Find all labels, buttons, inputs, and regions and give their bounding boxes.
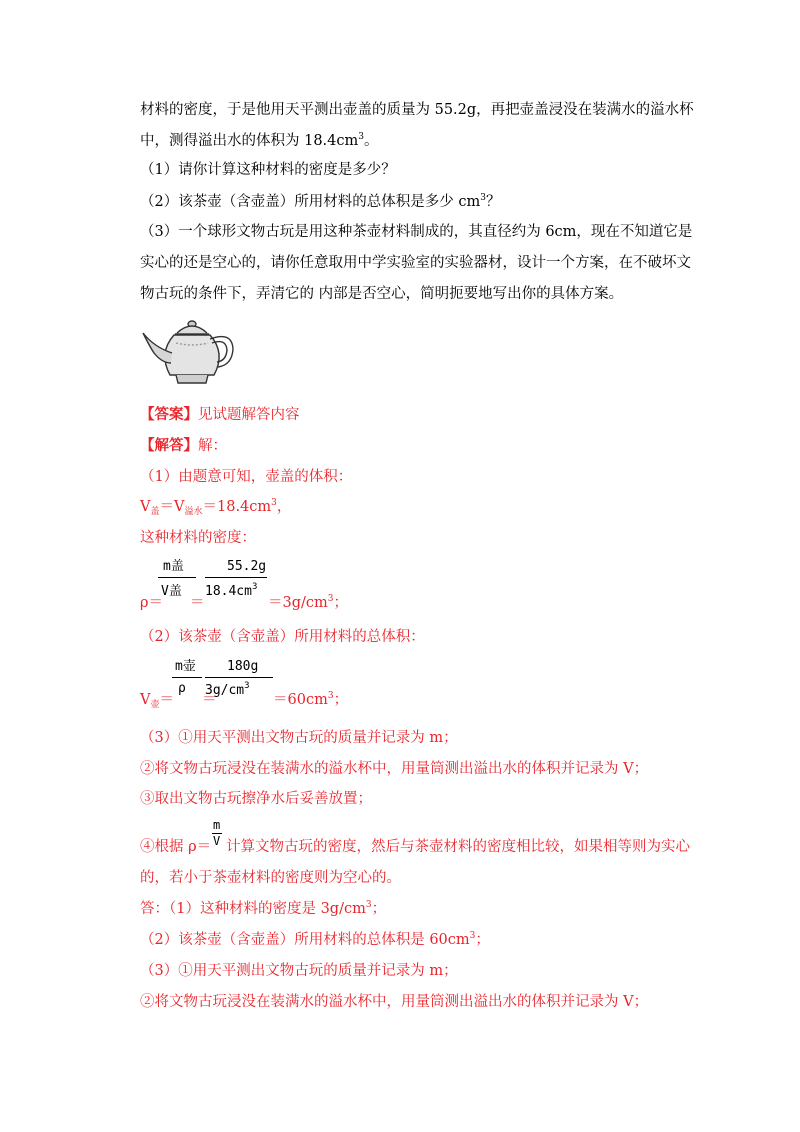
fraction-denominator: ρ	[178, 681, 186, 696]
method-step-4-line-2: 的，若小于茶壶材料的密度则为空心的。	[140, 870, 401, 886]
lid-volume-equation: $V_盖=V_{溢水}=18.4cm^3$，	[140, 498, 292, 517]
fraction-denominator: $18.4cm^3$	[205, 582, 258, 599]
fraction-denominator: V盖	[161, 584, 182, 599]
fraction-bar	[172, 677, 202, 678]
fraction-bar	[158, 577, 196, 578]
density-result: $=3g/cm^3$；	[268, 594, 348, 611]
solution-step-2: （2）该茶壶（含壶盖）所用材料的总体积：	[140, 629, 425, 645]
question-part-2: （2）该茶壶（含壶盖）所用材料的总体积是多少 $cm^3$？	[140, 193, 501, 210]
fraction-denominator: $3g/cm^3$	[205, 681, 250, 698]
final-answer-1: 答：（1）这种材料的密度是 $3g/cm^3$；	[140, 900, 387, 917]
method-step-4-prefix: ④根据 ρ＝	[140, 839, 212, 855]
method-step-4: 计算文物古玩的密度，然后与茶壶材料的密度相比较，如果相等则为实心	[226, 839, 690, 855]
question-line-1: 材料的密度，于是他用天平测出壶盖的质量为 55.2g，再把壶盖浸没在装满水的溢水杯	[140, 102, 694, 118]
density-intro: 这种材料的密度：	[140, 530, 256, 546]
fraction-denominator: V	[213, 834, 221, 848]
method-step-3: ③取出文物古玩擦净水后妥善放置；	[140, 791, 372, 807]
method-step-1: （3）①用天平测出文物古玩的质量并记录为 m；	[140, 730, 458, 746]
fraction-numerator: m	[213, 818, 221, 832]
solution-heading: 【解答】解：	[140, 437, 227, 454]
question-part-3-line-1: （3）一个球形文物古玩是用这种茶壶材料制成的，其直径约为 6cm，现在不知道它是	[140, 224, 693, 240]
answer-line: 【答案】见试题解答内容	[140, 406, 300, 423]
pot-volume-eq-prefix: $V_壶=$	[140, 692, 174, 710]
final-answer-2: （2）该茶壶（含壶盖）所用材料的总体积是 $60cm^3$；	[140, 931, 490, 948]
density-eq-prefix: ρ＝	[140, 595, 164, 611]
question-part-3-line-3: 物古玩的条件下，弄清它的 内部是否空心，简明扼要地写出你的具体方案。	[140, 286, 624, 302]
pot-volume-result: $=60cm^3$；	[273, 691, 349, 708]
density-eq-sign: ＝	[190, 595, 205, 611]
final-answer-3: （3）①用天平测出文物古玩的质量并记录为 m；	[140, 963, 458, 979]
fraction-bar	[205, 677, 273, 678]
teapot-icon	[140, 313, 240, 389]
solution-step-1: （1）由题意可知，壶盖的体积：	[140, 469, 353, 485]
question-part-3-line-2: 实心的还是空心的，请你任意取用中学实验室的实验器材，设计一个方案，在不破坏文	[140, 255, 691, 271]
fraction-numerator: m盖	[163, 559, 184, 574]
fraction-bar	[205, 577, 267, 578]
fraction-numerator: 180g	[227, 659, 259, 674]
pot-volume-eq-sign: ＝	[202, 692, 217, 708]
fraction-numerator: 55.2g	[227, 559, 267, 574]
fraction-numerator: m壶	[175, 659, 196, 674]
question-part-1: （1）请你计算这种材料的密度是多少？	[140, 162, 396, 178]
final-answer-4: ②将文物古玩浸没在装满水的溢水杯中，用量筒测出溢出水的体积并记录为 V；	[140, 994, 649, 1010]
method-step-2: ②将文物古玩浸没在装满水的溢水杯中，用量筒测出溢出水的体积并记录为 V；	[140, 761, 649, 777]
question-line-2: 中，测得溢出水的体积为 $18.4cm^3$。	[140, 132, 379, 149]
